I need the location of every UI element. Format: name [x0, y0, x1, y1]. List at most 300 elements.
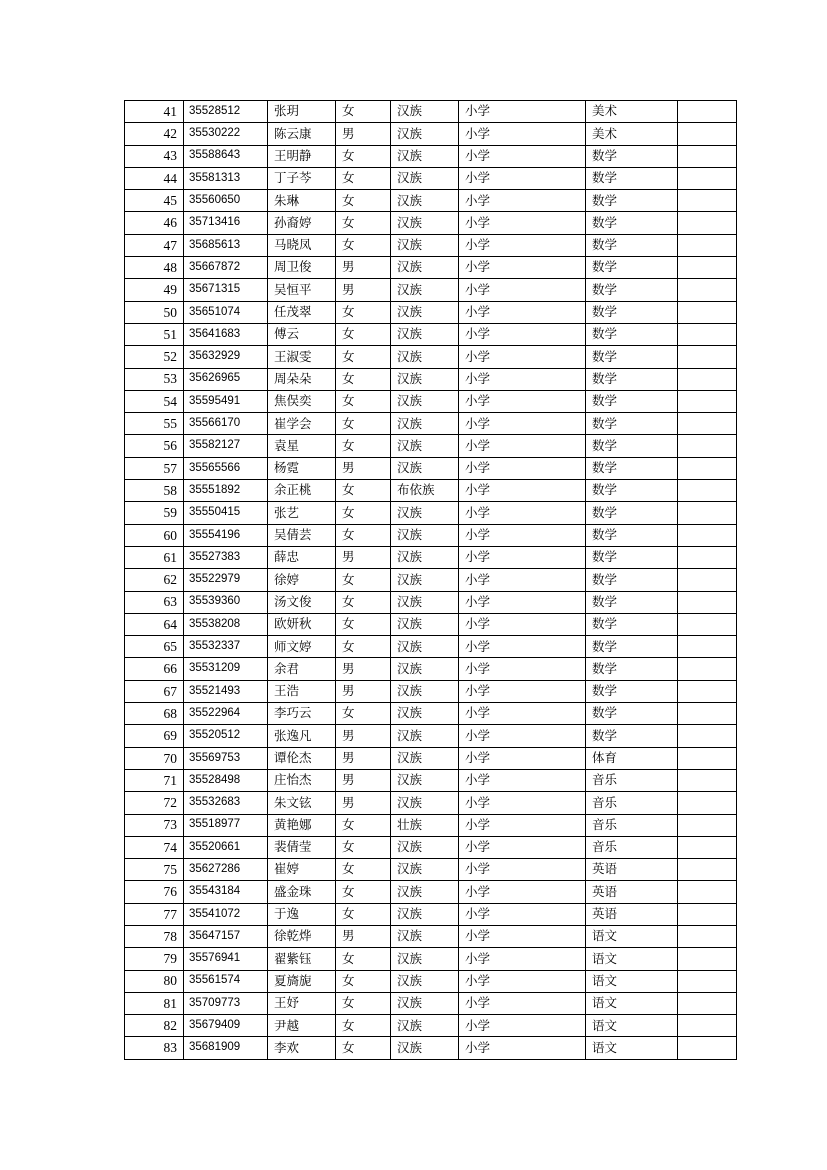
row-number: 83: [125, 1037, 184, 1059]
candidate-sex: 男: [336, 257, 391, 279]
candidate-name: 王淑雯: [268, 346, 336, 368]
candidate-ethnicity: 汉族: [391, 301, 459, 323]
blank-cell: [678, 390, 737, 412]
candidate-id: 35518977: [184, 814, 268, 836]
teaching-subject: 数学: [586, 190, 678, 212]
candidate-id: 35522979: [184, 569, 268, 591]
table-row: [125, 613, 737, 635]
blank-cell: [678, 346, 737, 368]
candidate-name: 王明静: [268, 145, 336, 167]
row-number: 78: [125, 925, 184, 947]
candidate-ethnicity: 汉族: [391, 970, 459, 992]
candidate-sex: 男: [336, 658, 391, 680]
school-stage: 小学: [459, 346, 586, 368]
candidate-ethnicity: 汉族: [391, 323, 459, 345]
school-stage: 小学: [459, 502, 586, 524]
blank-cell: [678, 948, 737, 970]
candidate-name: 崔学会: [268, 413, 336, 435]
school-stage: 小学: [459, 613, 586, 635]
school-stage: 小学: [459, 413, 586, 435]
candidate-id: 35671315: [184, 279, 268, 301]
school-stage: 小学: [459, 212, 586, 234]
school-stage: 小学: [459, 769, 586, 791]
teaching-subject: 数学: [586, 368, 678, 390]
blank-cell: [678, 992, 737, 1014]
candidate-name: 傅云: [268, 323, 336, 345]
table-row: [125, 792, 737, 814]
teaching-subject: 数学: [586, 658, 678, 680]
teaching-subject: 数学: [586, 435, 678, 457]
table-row: [125, 101, 737, 123]
teaching-subject: 数学: [586, 301, 678, 323]
candidate-name: 孙裔婷: [268, 212, 336, 234]
candidate-name: 杨霓: [268, 457, 336, 479]
school-stage: 小学: [459, 903, 586, 925]
candidate-id: 35561574: [184, 970, 268, 992]
candidate-name: 陈云康: [268, 123, 336, 145]
candidate-sex: 女: [336, 569, 391, 591]
blank-cell: [678, 725, 737, 747]
candidate-id: 35520512: [184, 725, 268, 747]
candidate-ethnicity: 壮族: [391, 814, 459, 836]
candidate-sex: 女: [336, 368, 391, 390]
row-number: 72: [125, 792, 184, 814]
row-number: 60: [125, 524, 184, 546]
teaching-subject: 音乐: [586, 792, 678, 814]
blank-cell: [678, 859, 737, 881]
candidate-sex: 女: [336, 167, 391, 189]
candidate-ethnicity: 汉族: [391, 703, 459, 725]
candidate-sex: 女: [336, 948, 391, 970]
candidate-name: 崔婷: [268, 859, 336, 881]
table-row: [125, 234, 737, 256]
row-number: 56: [125, 435, 184, 457]
candidate-sex: 女: [336, 881, 391, 903]
blank-cell: [678, 123, 737, 145]
blank-cell: [678, 680, 737, 702]
candidate-sex: 女: [336, 836, 391, 858]
candidate-name: 欧妍秋: [268, 613, 336, 635]
candidate-ethnicity: 汉族: [391, 257, 459, 279]
candidate-ethnicity: 汉族: [391, 145, 459, 167]
row-number: 46: [125, 212, 184, 234]
candidate-id: 35520661: [184, 836, 268, 858]
candidate-name: 张逸凡: [268, 725, 336, 747]
candidate-ethnicity: 汉族: [391, 234, 459, 256]
table-row: [125, 123, 737, 145]
candidate-name: 焦俣奕: [268, 390, 336, 412]
candidate-id: 35681909: [184, 1037, 268, 1059]
teaching-subject: 数学: [586, 636, 678, 658]
candidate-id: 35527383: [184, 546, 268, 568]
candidate-ethnicity: 汉族: [391, 368, 459, 390]
row-number: 53: [125, 368, 184, 390]
teaching-subject: 英语: [586, 903, 678, 925]
table-row: [125, 145, 737, 167]
candidate-name: 于逸: [268, 903, 336, 925]
candidate-name: 王浩: [268, 680, 336, 702]
candidate-id: 35709773: [184, 992, 268, 1014]
teaching-subject: 数学: [586, 457, 678, 479]
candidate-id: 35554196: [184, 524, 268, 546]
candidate-ethnicity: 汉族: [391, 836, 459, 858]
candidate-sex: 女: [336, 234, 391, 256]
candidate-sex: 男: [336, 546, 391, 568]
candidate-name: 盛金珠: [268, 881, 336, 903]
candidate-sex: 女: [336, 145, 391, 167]
candidate-sex: 女: [336, 190, 391, 212]
row-number: 45: [125, 190, 184, 212]
teaching-subject: 数学: [586, 524, 678, 546]
teaching-subject: 语文: [586, 925, 678, 947]
school-stage: 小学: [459, 948, 586, 970]
row-number: 47: [125, 234, 184, 256]
school-stage: 小学: [459, 591, 586, 613]
table-row: [125, 881, 737, 903]
candidate-ethnicity: 汉族: [391, 903, 459, 925]
candidate-ethnicity: 汉族: [391, 546, 459, 568]
candidate-sex: 女: [336, 480, 391, 502]
candidate-sex: 女: [336, 1037, 391, 1059]
blank-cell: [678, 569, 737, 591]
candidate-sex: 女: [336, 346, 391, 368]
candidate-ethnicity: 汉族: [391, 792, 459, 814]
table-row: [125, 970, 737, 992]
school-stage: 小学: [459, 101, 586, 123]
candidate-sex: 女: [336, 591, 391, 613]
table-row: [125, 346, 737, 368]
table-row: [125, 390, 737, 412]
blank-cell: [678, 435, 737, 457]
row-number: 76: [125, 881, 184, 903]
school-stage: 小学: [459, 992, 586, 1014]
school-stage: 小学: [459, 145, 586, 167]
blank-cell: [678, 836, 737, 858]
teaching-subject: 数学: [586, 546, 678, 568]
school-stage: 小学: [459, 792, 586, 814]
candidate-sex: 女: [336, 502, 391, 524]
school-stage: 小学: [459, 524, 586, 546]
school-stage: 小学: [459, 725, 586, 747]
candidate-id: 35626965: [184, 368, 268, 390]
blank-cell: [678, 413, 737, 435]
table-row: [125, 167, 737, 189]
row-number: 49: [125, 279, 184, 301]
roster-sheet: [124, 100, 736, 1060]
candidate-name: 师文婷: [268, 636, 336, 658]
row-number: 57: [125, 457, 184, 479]
row-number: 71: [125, 769, 184, 791]
blank-cell: [678, 792, 737, 814]
candidate-sex: 女: [336, 390, 391, 412]
teaching-subject: 美术: [586, 123, 678, 145]
teaching-subject: 语文: [586, 1037, 678, 1059]
candidate-ethnicity: 汉族: [391, 591, 459, 613]
candidate-id: 35647157: [184, 925, 268, 947]
school-stage: 小学: [459, 859, 586, 881]
row-number: 79: [125, 948, 184, 970]
table-row: [125, 435, 737, 457]
candidate-ethnicity: 汉族: [391, 279, 459, 301]
row-number: 69: [125, 725, 184, 747]
row-number: 75: [125, 859, 184, 881]
candidate-ethnicity: 汉族: [391, 502, 459, 524]
table-row: [125, 524, 737, 546]
school-stage: 小学: [459, 390, 586, 412]
row-number: 51: [125, 323, 184, 345]
school-stage: 小学: [459, 301, 586, 323]
candidate-id: 35550415: [184, 502, 268, 524]
school-stage: 小学: [459, 279, 586, 301]
candidate-ethnicity: 汉族: [391, 881, 459, 903]
teaching-subject: 数学: [586, 480, 678, 502]
roster-body: [125, 101, 737, 1060]
candidate-id: 35632929: [184, 346, 268, 368]
candidate-id: 35541072: [184, 903, 268, 925]
teaching-subject: 数学: [586, 323, 678, 345]
candidate-ethnicity: 汉族: [391, 948, 459, 970]
candidate-sex: 男: [336, 769, 391, 791]
school-stage: 小学: [459, 435, 586, 457]
candidate-ethnicity: 汉族: [391, 346, 459, 368]
teaching-subject: 语文: [586, 970, 678, 992]
candidate-ethnicity: 汉族: [391, 101, 459, 123]
row-number: 55: [125, 413, 184, 435]
candidate-sex: 女: [336, 413, 391, 435]
school-stage: 小学: [459, 703, 586, 725]
candidate-id: 35528498: [184, 769, 268, 791]
table-row: [125, 413, 737, 435]
teaching-subject: 数学: [586, 680, 678, 702]
teaching-subject: 数学: [586, 167, 678, 189]
candidate-sex: 女: [336, 970, 391, 992]
candidate-id: 35582127: [184, 435, 268, 457]
teaching-subject: 数学: [586, 390, 678, 412]
school-stage: 小学: [459, 1015, 586, 1037]
school-stage: 小学: [459, 747, 586, 769]
candidate-name: 任茂翠: [268, 301, 336, 323]
teaching-subject: 音乐: [586, 836, 678, 858]
blank-cell: [678, 167, 737, 189]
teaching-subject: 数学: [586, 145, 678, 167]
teaching-subject: 语文: [586, 992, 678, 1014]
candidate-id: 35531209: [184, 658, 268, 680]
blank-cell: [678, 747, 737, 769]
teaching-subject: 数学: [586, 703, 678, 725]
candidate-ethnicity: 汉族: [391, 992, 459, 1014]
candidate-sex: 女: [336, 1015, 391, 1037]
blank-cell: [678, 636, 737, 658]
row-number: 80: [125, 970, 184, 992]
blank-cell: [678, 234, 737, 256]
candidate-ethnicity: 汉族: [391, 390, 459, 412]
blank-cell: [678, 881, 737, 903]
candidate-ethnicity: 汉族: [391, 636, 459, 658]
candidate-sex: 女: [336, 212, 391, 234]
candidate-id: 35530222: [184, 123, 268, 145]
candidate-ethnicity: 汉族: [391, 123, 459, 145]
candidate-ethnicity: 汉族: [391, 925, 459, 947]
teaching-subject: 英语: [586, 881, 678, 903]
table-row: [125, 546, 737, 568]
candidate-ethnicity: 汉族: [391, 190, 459, 212]
candidate-sex: 女: [336, 814, 391, 836]
row-number: 62: [125, 569, 184, 591]
teaching-subject: 数学: [586, 413, 678, 435]
teaching-subject: 数学: [586, 725, 678, 747]
candidate-name: 薛忠: [268, 546, 336, 568]
blank-cell: [678, 970, 737, 992]
row-number: 66: [125, 658, 184, 680]
school-stage: 小学: [459, 257, 586, 279]
blank-cell: [678, 925, 737, 947]
candidate-id: 35595491: [184, 390, 268, 412]
candidate-name: 夏旖旎: [268, 970, 336, 992]
school-stage: 小学: [459, 190, 586, 212]
row-number: 74: [125, 836, 184, 858]
table-row: [125, 680, 737, 702]
table-row: [125, 212, 737, 234]
candidate-id: 35641683: [184, 323, 268, 345]
candidate-id: 35528512: [184, 101, 268, 123]
teaching-subject: 数学: [586, 279, 678, 301]
candidate-name: 张玥: [268, 101, 336, 123]
blank-cell: [678, 658, 737, 680]
blank-cell: [678, 368, 737, 390]
row-number: 58: [125, 480, 184, 502]
candidate-sex: 女: [336, 524, 391, 546]
candidate-sex: 女: [336, 613, 391, 635]
candidate-id: 35521493: [184, 680, 268, 702]
candidate-sex: 男: [336, 792, 391, 814]
candidate-name: 马晓凤: [268, 234, 336, 256]
row-number: 43: [125, 145, 184, 167]
candidate-sex: 女: [336, 703, 391, 725]
candidate-name: 王妤: [268, 992, 336, 1014]
candidate-id: 35539360: [184, 591, 268, 613]
candidate-id: 35565566: [184, 457, 268, 479]
blank-cell: [678, 814, 737, 836]
candidate-id: 35551892: [184, 480, 268, 502]
teaching-subject: 数学: [586, 591, 678, 613]
table-row: [125, 591, 737, 613]
table-row: [125, 903, 737, 925]
candidate-name: 吴恒平: [268, 279, 336, 301]
candidate-name: 谭伦杰: [268, 747, 336, 769]
blank-cell: [678, 480, 737, 502]
school-stage: 小学: [459, 881, 586, 903]
teaching-subject: 数学: [586, 613, 678, 635]
blank-cell: [678, 1015, 737, 1037]
table-row: [125, 747, 737, 769]
school-stage: 小学: [459, 123, 586, 145]
candidate-ethnicity: 汉族: [391, 1037, 459, 1059]
teaching-subject: 数学: [586, 212, 678, 234]
candidate-ethnicity: 布依族: [391, 480, 459, 502]
blank-cell: [678, 212, 737, 234]
blank-cell: [678, 323, 737, 345]
teaching-subject: 数学: [586, 234, 678, 256]
row-number: 64: [125, 613, 184, 635]
candidate-name: 朱琳: [268, 190, 336, 212]
table-row: [125, 301, 737, 323]
candidate-name: 朱文铉: [268, 792, 336, 814]
candidate-ethnicity: 汉族: [391, 613, 459, 635]
table-row: [125, 368, 737, 390]
candidate-name: 徐乾烨: [268, 925, 336, 947]
blank-cell: [678, 769, 737, 791]
table-row: [125, 703, 737, 725]
candidate-name: 汤文俊: [268, 591, 336, 613]
school-stage: 小学: [459, 970, 586, 992]
teaching-subject: 美术: [586, 101, 678, 123]
school-stage: 小学: [459, 480, 586, 502]
table-row: [125, 836, 737, 858]
table-row: [125, 480, 737, 502]
candidate-sex: 男: [336, 279, 391, 301]
row-number: 65: [125, 636, 184, 658]
teaching-subject: 数学: [586, 257, 678, 279]
row-number: 81: [125, 992, 184, 1014]
blank-cell: [678, 703, 737, 725]
candidate-id: 35532683: [184, 792, 268, 814]
candidate-sex: 女: [336, 859, 391, 881]
candidate-id: 35532337: [184, 636, 268, 658]
candidate-sex: 男: [336, 747, 391, 769]
school-stage: 小学: [459, 546, 586, 568]
blank-cell: [678, 101, 737, 123]
school-stage: 小学: [459, 368, 586, 390]
school-stage: 小学: [459, 925, 586, 947]
candidate-ethnicity: 汉族: [391, 680, 459, 702]
table-row: [125, 257, 737, 279]
row-number: 73: [125, 814, 184, 836]
table-row: [125, 190, 737, 212]
table-row: [125, 925, 737, 947]
blank-cell: [678, 903, 737, 925]
table-row: [125, 1015, 737, 1037]
candidate-name: 裴倩莹: [268, 836, 336, 858]
blank-cell: [678, 524, 737, 546]
candidate-ethnicity: 汉族: [391, 1015, 459, 1037]
teaching-subject: 体育: [586, 747, 678, 769]
blank-cell: [678, 613, 737, 635]
blank-cell: [678, 257, 737, 279]
row-number: 48: [125, 257, 184, 279]
candidate-id: 35651074: [184, 301, 268, 323]
school-stage: 小学: [459, 1037, 586, 1059]
candidate-ethnicity: 汉族: [391, 435, 459, 457]
candidate-sex: 男: [336, 725, 391, 747]
row-number: 50: [125, 301, 184, 323]
candidate-name: 余正桃: [268, 480, 336, 502]
table-row: [125, 769, 737, 791]
row-number: 44: [125, 167, 184, 189]
candidate-id: 35627286: [184, 859, 268, 881]
candidate-id: 35685613: [184, 234, 268, 256]
candidate-id: 35576941: [184, 948, 268, 970]
teaching-subject: 数学: [586, 346, 678, 368]
teaching-subject: 语文: [586, 1015, 678, 1037]
candidate-sex: 男: [336, 680, 391, 702]
candidate-id: 35713416: [184, 212, 268, 234]
row-number: 82: [125, 1015, 184, 1037]
blank-cell: [678, 145, 737, 167]
candidate-ethnicity: 汉族: [391, 413, 459, 435]
table-row: [125, 636, 737, 658]
candidate-name: 黄艳娜: [268, 814, 336, 836]
row-number: 54: [125, 390, 184, 412]
